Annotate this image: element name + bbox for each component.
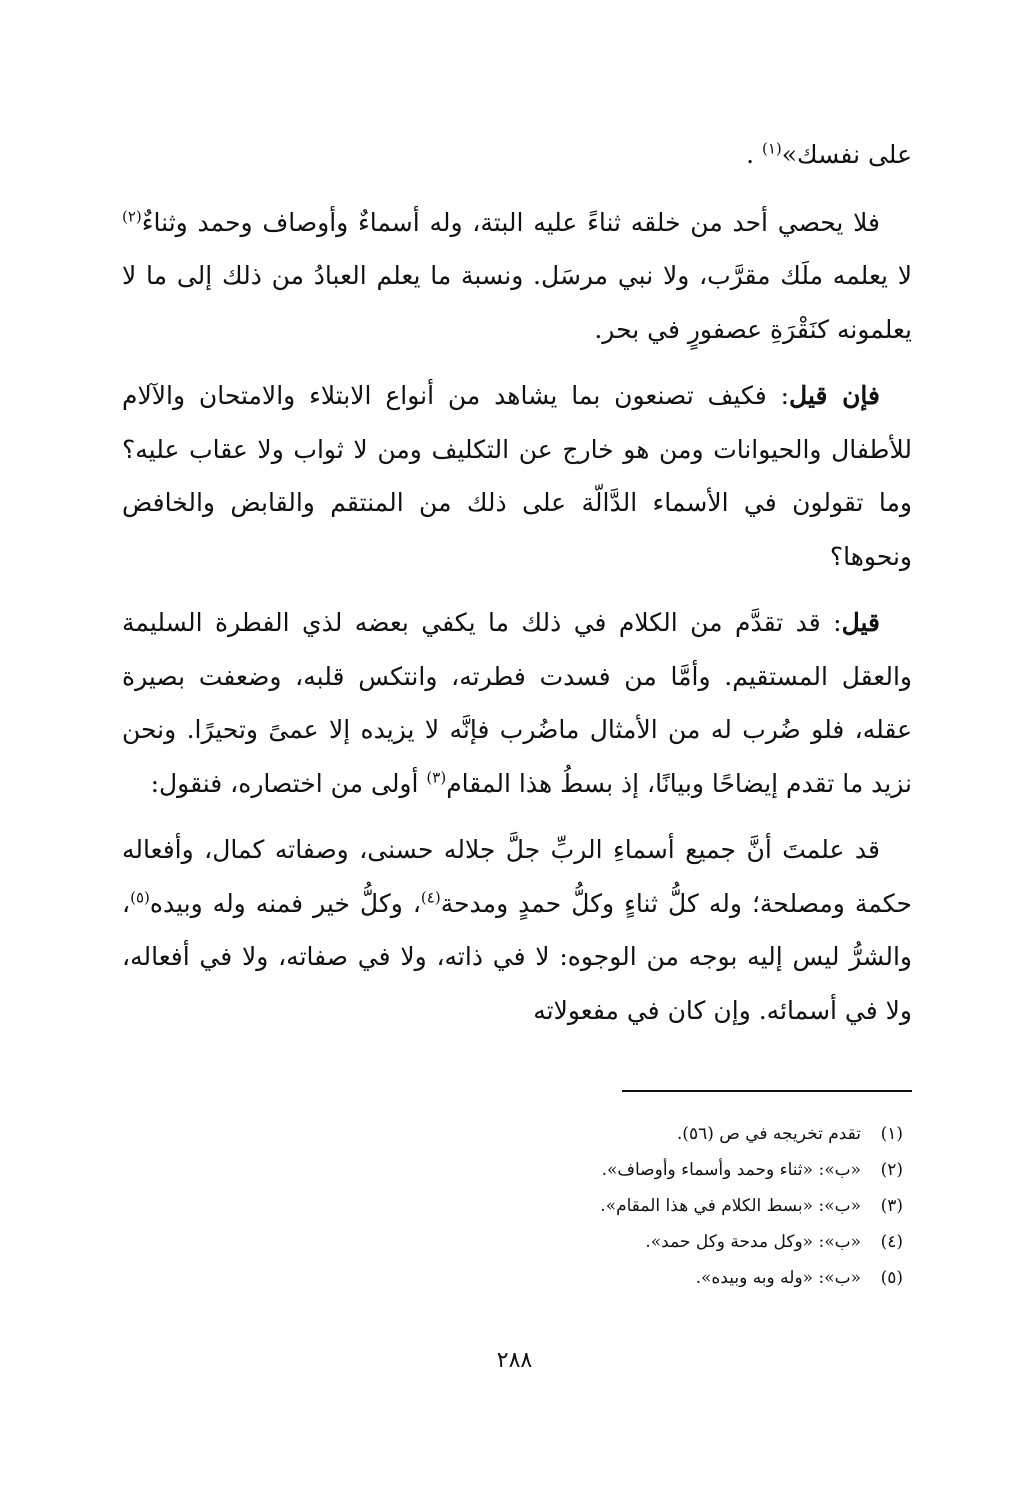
paragraph-praise [122,196,912,357]
paragraph-names [122,823,912,1037]
footnote-text: «ب»: «بسط الكلام في هذا المقام». [600,1196,861,1216]
paragraph-continuation [122,128,912,182]
footnote-number: (٤) [880,1232,903,1252]
footnote-number: (٢) [880,1160,903,1180]
footnote-text: «ب»: «وله وبه وبيده». [695,1268,861,1288]
paragraph-text: . [746,140,762,169]
footnote [403,1188,903,1224]
paragraph-text: على نفسك» [781,140,912,169]
paragraph-text: أولى من اختصاره، فنقول: [150,768,427,798]
paragraph-text: فلا يحصي أحد من خلقه ثناءً عليه البتة، وله أسماءٌ وأوصاف وحمد وثناءٌ [141,207,880,237]
footnote [403,1224,903,1260]
question-lead: فإن قيل [789,381,881,410]
main-text [122,128,912,1050]
paragraph-text: : قد تقدَّم من الكلام في ذلك ما يكفي بعضه لذي الفطرة السليمة والعقل المستقيم. وأمَّا من فسدت فطرته، وانتكس قلبه، وضعفت بصيرة عقله، فلو ضُرب له من الأمثال ماضُرب فإنَّه لا يزيده إلا عمىً وتحيرًا. ونحن نزيد ما تقدم إيضاحًا وبيانًا، إذ بسطُ هذا المقام [122,608,912,798]
footnote-number: (٥) [880,1268,903,1288]
footnote-ref-5: (٥) [130,888,150,907]
footnote [403,1260,903,1296]
footnote-ref-1: (١) [761,139,782,158]
footnote-ref-4: (٤) [420,888,441,907]
footnote-text: «ب»: «ثناء وحمد وأسماء وأوصاف». [601,1160,861,1180]
paragraph-text: ، والشرُّ ليس إليه بوجه من الوجوه: لا في ذاته، ولا في صفاته، ولا في أفعاله، ولا في أسمائه. وإن كان في مفعولاته [122,888,912,1025]
footnote-ref-2: (٢) [122,207,142,226]
footnote-divider [622,1090,912,1092]
paragraph-text: : فكيف تصنعون بما يشاهد من أنواع الابتلاء والامتحان والآلام للأطفال والحيوانات ومن هو خارج عن التكليف ومن لا ثواب ولا عقاب عليه؟ وما تقولون في الأسماء الدَّالّة على ذلك من المنتقم والقابض والخافض ونحوها؟ [122,381,912,571]
paragraph-text: لا يعلمه ملَك مقرَّب، ولا نبي مرسَل. ونسبة ما يعلم العبادُ من ذلك إلى ما لا يعلمونه كنَقْرَةِ عصفورٍ في بحر. [122,261,912,344]
paragraph-text: ، وكلُّ خير فمنه وله وبيده [149,888,421,918]
footnote-ref-3: (٣) [426,768,447,787]
footnote-number: (٣) [880,1196,903,1216]
footnote [403,1152,903,1188]
footnotes [403,1116,903,1296]
answer-lead: قيل [841,608,880,637]
footnote-text: تقدم تخريجه في ص (٥٦). [676,1124,861,1144]
footnote [403,1116,903,1152]
paragraph-text: قد علمتَ أنَّ جميع أسماءِ الربِّ جلَّ جلاله حسنى، وصفاته كمال، وأفعاله حكمة ومصلحة؛ وله كلُّ ثناءٍ وكلُّ حمدٍ ومدحة [122,835,912,918]
footnote-number: (١) [880,1124,903,1144]
paragraph-answer [122,596,912,810]
page-number: ٢٨٨ [496,1348,533,1373]
paragraph-question [122,369,912,583]
footnote-text: «ب»: «وكل مدحة وكل حمد». [645,1232,861,1252]
